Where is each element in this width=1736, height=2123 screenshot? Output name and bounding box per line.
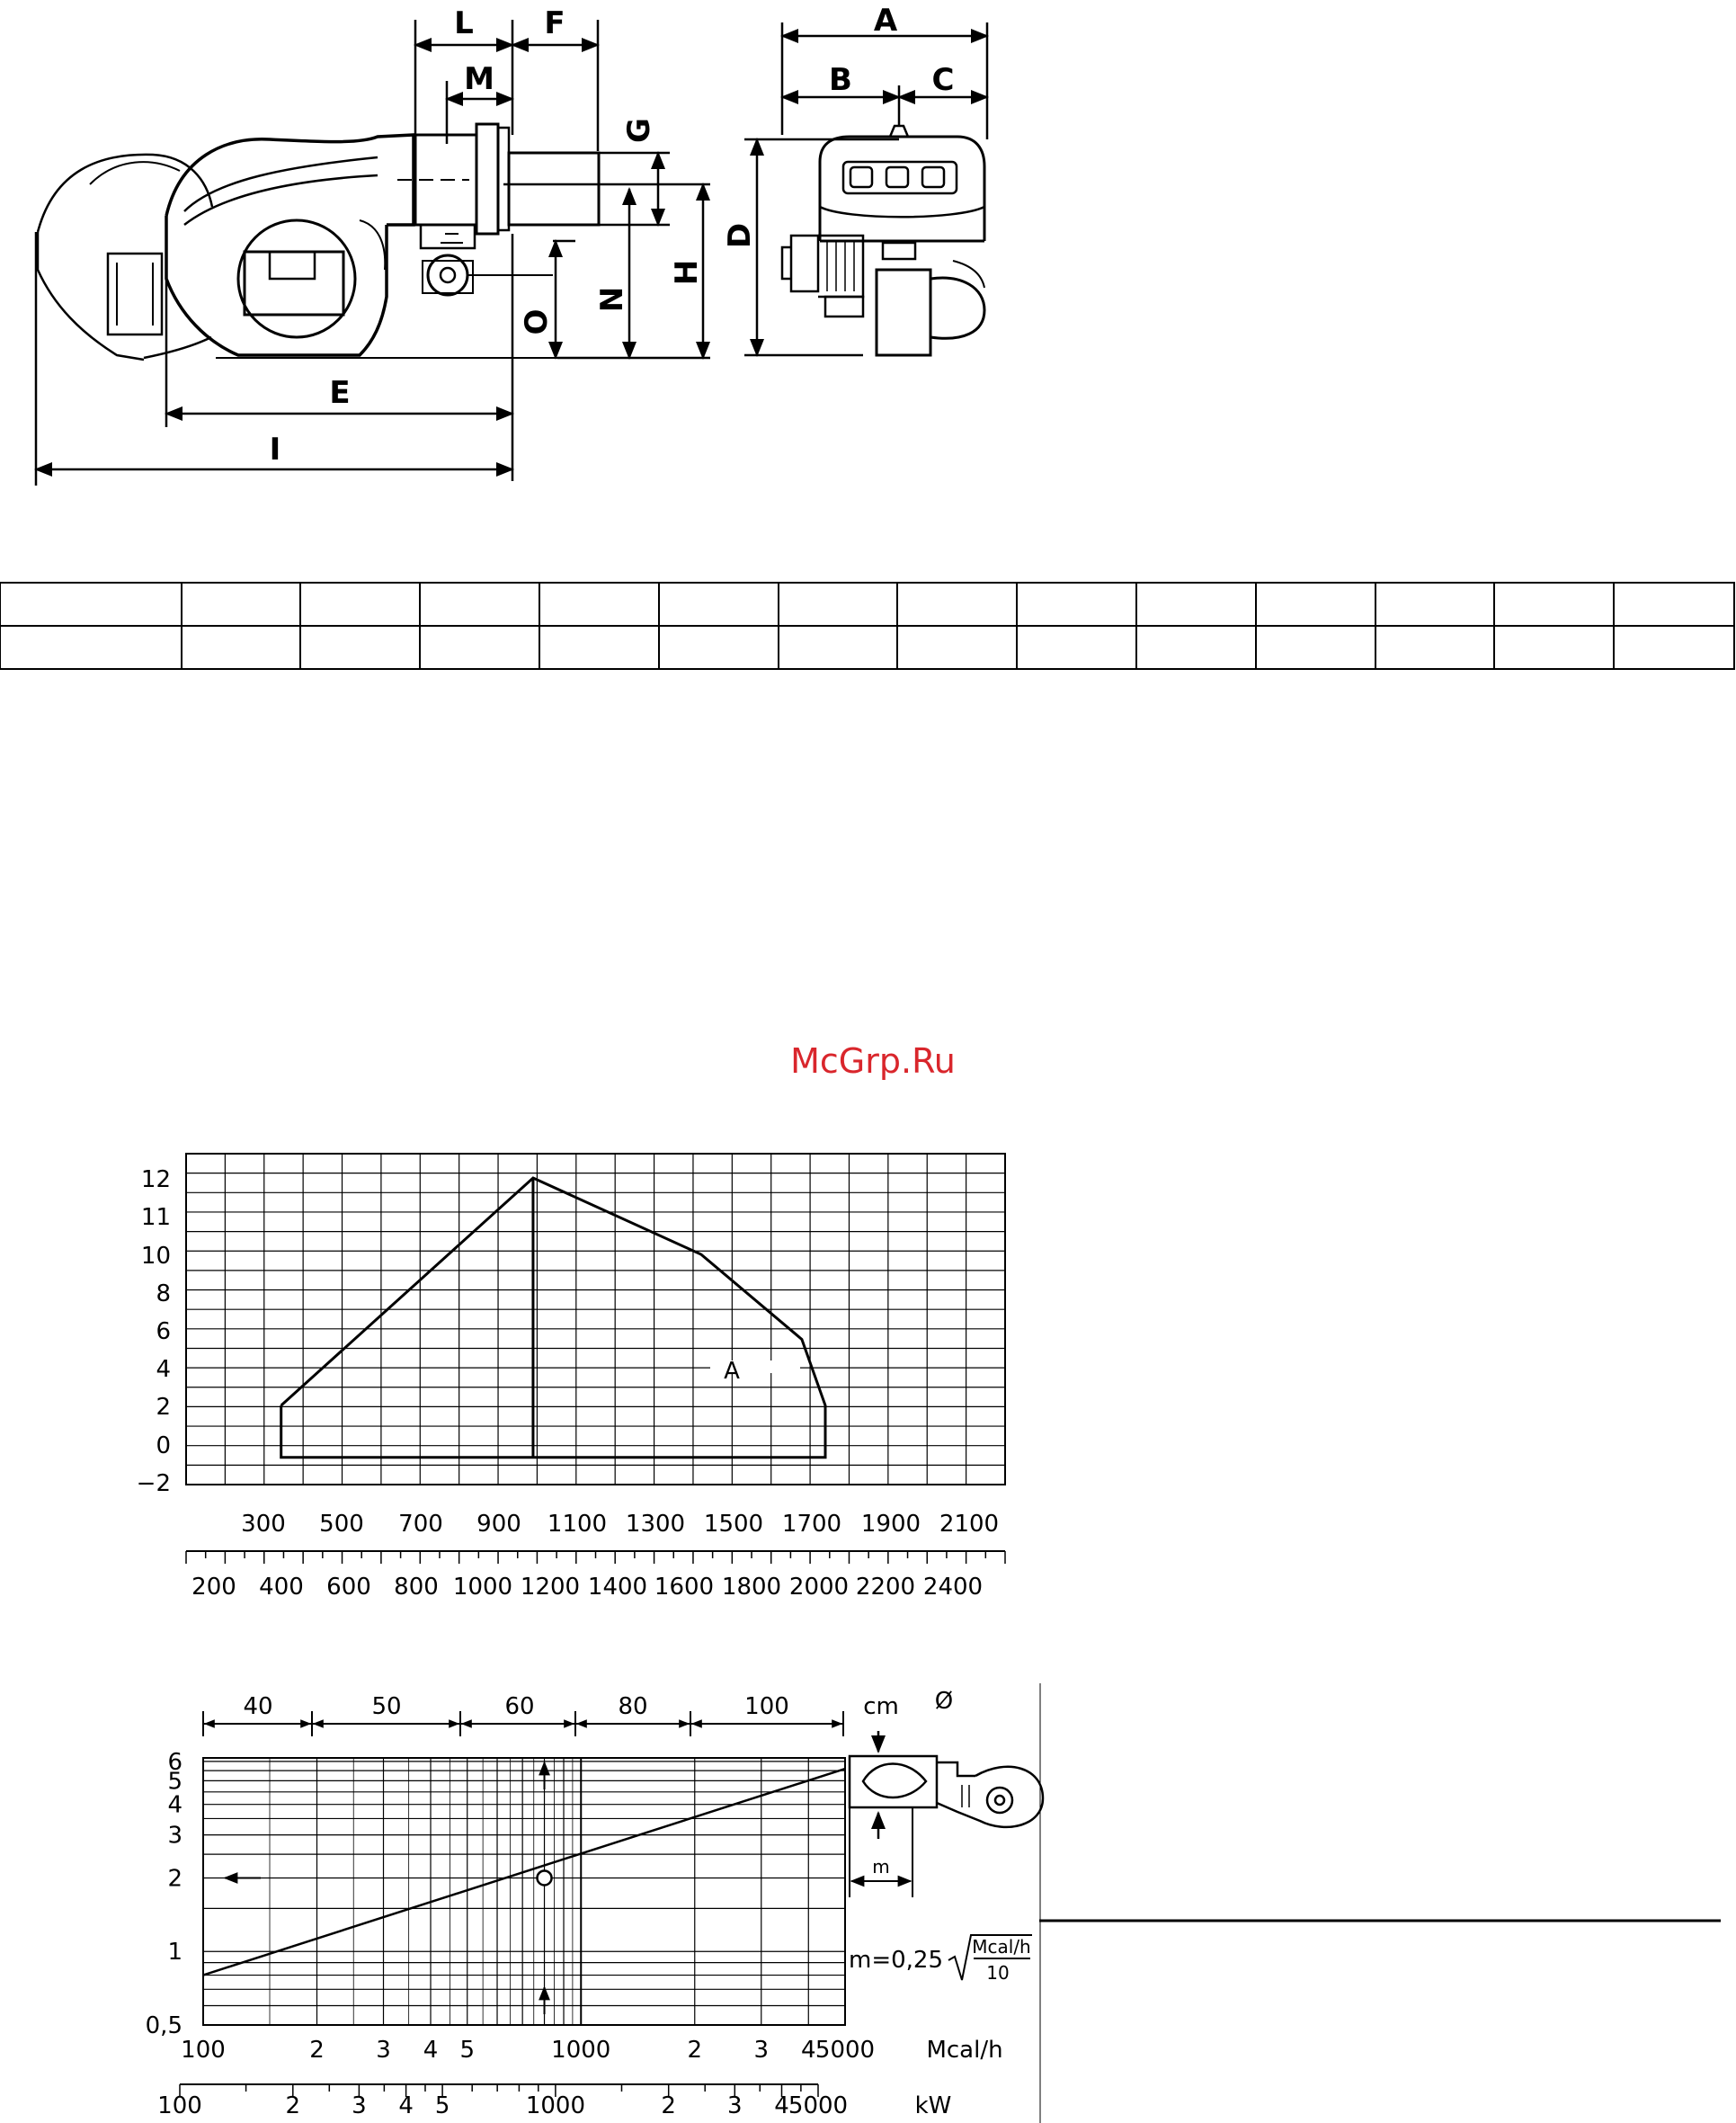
formula: [849, 1935, 1032, 1984]
y-tick-label: 0,5: [145, 2012, 183, 2039]
x-tick-label-mcal: 2: [309, 2037, 325, 2064]
x-tick-label-kw: 2: [285, 2092, 301, 2119]
top-scale-label: 100: [744, 1693, 789, 1720]
x-tick-label-top: 1100: [547, 1511, 608, 1538]
x-tick-label-mcal: 1000: [551, 2037, 611, 2064]
dim-label-c: C: [931, 62, 955, 98]
dim-label-f: F: [544, 5, 565, 41]
x-tick-label-mcal: 3: [753, 2037, 770, 2064]
dim-label-b: B: [829, 62, 852, 98]
x-tick-label-mcal: 2: [687, 2037, 703, 2064]
flame-length-line: [203, 1769, 845, 1976]
y-tick-label: 5: [167, 1768, 183, 1796]
dim-label-m: M: [464, 61, 494, 97]
x-tick-label-mcal: 5: [459, 2037, 476, 2064]
plot-frame: [203, 1758, 845, 2025]
x-tick-label-mcal: 100: [181, 2037, 226, 2064]
dim-label-g: G: [621, 118, 657, 143]
x-tick-label-top: 900: [476, 1511, 521, 1538]
chart-flame-dimensions: [146, 1688, 1003, 2119]
x-tick-label-kw: 4: [774, 2092, 789, 2119]
x-tick-label-top: 300: [241, 1511, 286, 1538]
dim-label-i: I: [269, 432, 281, 468]
x-tick-label-mcal: 3: [376, 2037, 391, 2064]
x-tick-label-bottom: 2200: [855, 1574, 916, 1601]
y-tick-label: 0: [156, 1432, 171, 1459]
flame-inset-m-label: m: [872, 1856, 890, 1878]
top-scale-label: 60: [504, 1693, 535, 1720]
formula-denominator: 10: [986, 1962, 1010, 1984]
chart-working-field: [137, 1154, 1005, 1601]
y-tick-label: 1: [167, 1939, 183, 1967]
x-tick-label-top: 1900: [860, 1511, 921, 1538]
x-tick-label-bottom: 800: [394, 1574, 439, 1601]
x-tick-label-bottom: 1600: [654, 1574, 715, 1601]
x-tick-label-bottom: 2000: [788, 1574, 850, 1601]
y-tick-label: 10: [140, 1243, 171, 1270]
x-tick-label-mcal: 5000: [815, 2037, 876, 2064]
dim-label-n: N: [594, 286, 630, 313]
x-tick-label-top: 1700: [781, 1511, 842, 1538]
watermark: McGrp.Ru: [790, 1041, 956, 1081]
x-tick-label-top: 500: [319, 1511, 364, 1538]
x-tick-label-top: 1300: [625, 1511, 686, 1538]
x-unit-mcal: Mcal/h: [926, 2037, 1003, 2064]
x-tick-label-top: 2100: [939, 1511, 1000, 1538]
y-tick-label: 12: [140, 1166, 171, 1193]
x-unit-kw: kW: [914, 2092, 952, 2119]
x-tick-label-bottom: 600: [326, 1574, 371, 1601]
dim-label-a: A: [873, 3, 898, 39]
diameter-symbol: Ø: [934, 1688, 954, 1715]
top-scale-label: 40: [243, 1693, 273, 1720]
x-tick-label-top: 1500: [703, 1511, 764, 1538]
example-point: [538, 1870, 552, 1885]
dim-label-e: E: [329, 375, 351, 411]
plot-frame: [186, 1154, 1005, 1485]
x-tick-label-kw: 5: [434, 2092, 450, 2119]
dim-label-h: H: [669, 259, 705, 286]
dimension-table: [0, 583, 1734, 669]
x-tick-label-mcal: 4: [423, 2037, 439, 2064]
x-tick-label-kw: 3: [352, 2092, 367, 2119]
y-tick-label: 6: [167, 1748, 183, 1776]
x-tick-label-kw: 2: [661, 2092, 676, 2119]
formula-prefix: m=0,25: [849, 1947, 944, 1974]
top-scale-unit: cm: [863, 1693, 899, 1720]
x-tick-label-kw: 3: [727, 2092, 743, 2119]
x-tick-label-kw: 5000: [788, 2092, 849, 2119]
top-scale-label: 80: [618, 1693, 648, 1720]
x-tick-label-bottom: 200: [191, 1574, 236, 1601]
y-tick-label: 4: [167, 1791, 183, 1819]
y-tick-label: 3: [167, 1822, 183, 1850]
x-tick-label-bottom: 2400: [922, 1574, 984, 1601]
dim-label-o: O: [519, 308, 555, 335]
burner-side-view: [38, 124, 706, 360]
y-tick-label: 2: [156, 1394, 171, 1421]
dim-label-l: L: [454, 5, 474, 41]
x-tick-label-kw: 4: [398, 2092, 414, 2119]
x-tick-label-kw: 1000: [525, 2092, 585, 2119]
y-tick-label: 4: [156, 1356, 171, 1383]
region-label-a: A: [724, 1358, 740, 1385]
y-tick-label: 11: [140, 1204, 171, 1231]
x-tick-label-mcal: 4: [800, 2037, 816, 2064]
burner-front-view: [782, 126, 984, 355]
y-tick-label: 6: [156, 1318, 171, 1345]
x-tick-label-bottom: 1400: [587, 1574, 648, 1601]
x-tick-label-bottom: 400: [259, 1574, 304, 1601]
working-field-outline: [281, 1178, 825, 1458]
x-tick-label-bottom: 1800: [721, 1574, 782, 1601]
x-tick-label-top: 700: [398, 1511, 443, 1538]
y-tick-label: 8: [156, 1280, 171, 1307]
x-tick-label-kw: 100: [157, 2092, 202, 2119]
top-scale-label: 50: [371, 1693, 402, 1720]
y-tick-label: −2: [136, 1470, 171, 1497]
formula-numerator: Mcal/h: [972, 1936, 1031, 1958]
dim-label-d: D: [722, 222, 758, 249]
x-tick-label-bottom: 1000: [452, 1574, 513, 1601]
x-tick-label-bottom: 1200: [520, 1574, 581, 1601]
y-tick-label: 2: [167, 1865, 183, 1893]
